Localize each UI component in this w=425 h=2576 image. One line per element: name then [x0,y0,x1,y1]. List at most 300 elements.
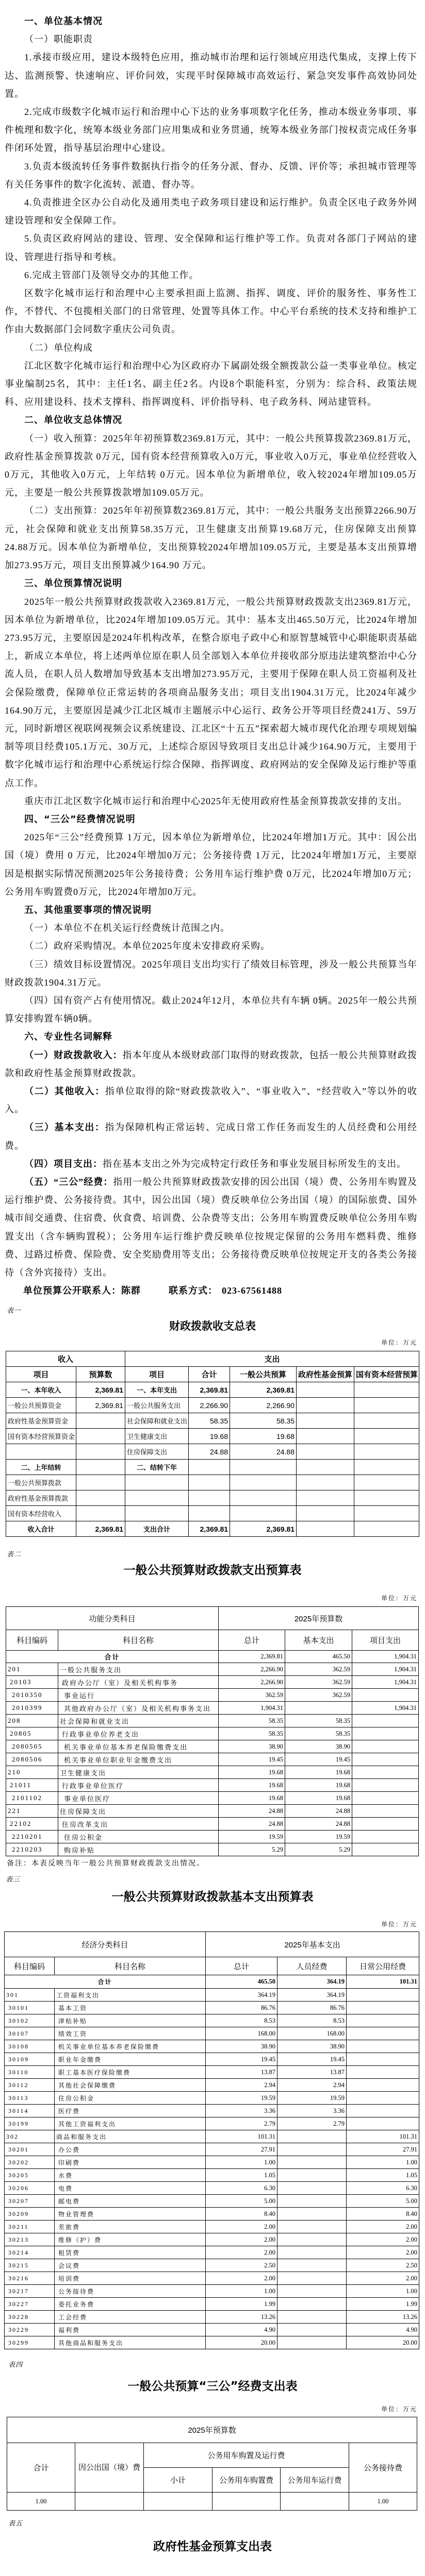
expense-gov-fund-cell [297,1506,354,1521]
name-cell: 一般公共服务支出 [58,1663,219,1676]
public-cell: 1.00 [347,2285,419,2298]
name-cell: 工会经费 [55,2311,206,2324]
total-cell: 5.29 [219,1843,285,1856]
expense-state-capital-cell [354,1382,419,1398]
expense-item-cell: 住房保障支出 [125,1444,189,1460]
total-cell: 19.45 [206,2053,277,2066]
code-cell: 20103 [6,1676,58,1689]
expense-item-cell: 一般公共服务支出 [125,1398,189,1413]
code-cell: 30229 [5,2324,55,2336]
project-cell [352,1715,419,1727]
table-number-label: 表四 [8,2361,23,2368]
paragraph: 2.完成市级数字化城市运行和治理中心下达的业务事项数字化任务，推动本级业务事项、事件梳理和数字化，统筹本级业务部门应用集成和业务贯通，统筹本级业务部门按权责完成任务事件闭环处置，指导基层治理中心建设。 [5,107,417,154]
total-cell: 2,369.81 [219,1651,285,1663]
table-body [6,1663,419,1856]
paragraph: （二）支出预算：2025年年初预算数2369.81万元，其中：一般公共服务支出预算2266.90万元，社会保障和就业支出预算58.35万元，卫生健康支出预算19.68万元，住房保障支出预算24.88万元。因本单位为新增单位，支出预算较2024年增加109.05万元，主要是基本支出预算增加273.95万元，项目支出预算减少164.90 万元。 [5,505,417,571]
name-cell: 住房公积金 [55,2092,206,2105]
code-cell: 22102 [6,1818,58,1831]
contact-person: 单位预算公开联系人：陈群 [23,1285,141,1296]
total-cell: 2.50 [206,2259,277,2272]
code-cell: 302 [5,2130,55,2143]
name-cell: 委托业务费 [55,2298,206,2311]
code-cell: 30108 [5,2040,55,2053]
term-definition [5,1082,417,1118]
expense-general-budget-cell [230,1506,297,1521]
income-item-cell: 一、本年收入 [6,1382,76,1398]
header-row [6,1630,419,1651]
header-row [7,2443,417,2468]
basic-cell: 24.88 [285,1805,352,1818]
table-row [6,1689,419,1702]
table-row [6,1715,419,1727]
personnel-cell: 19.45 [277,2053,347,2066]
name-cell: 社会保障和就业支出 [58,1715,219,1727]
paragraph: （四）国有资产占有使用情况。截止2024年12月，本单位共有车辆 0辆。2025年一般公共预算安排购置车辆0辆。 [5,995,417,1024]
paragraph: 1.承接市级应用，建设本级特色应用，推动城市治理和运行领域应用迭代集成，支撑上传下达、监测预警、快速响应、评价问效，实现平时保障城市高效运行、紧急突发事件高效协同处置。 [5,52,417,99]
public-cell: 2.00 [347,2272,419,2285]
total-cell: 4.90 [206,2324,277,2336]
total-label: 合计 [6,1651,219,1663]
expense-state-capital-cell [354,1413,419,1429]
personnel-cell [277,2259,347,2272]
personnel-cell [277,2182,347,2195]
table-number-label: 表三 [6,1875,21,1883]
total-cell: 2.00 [206,2221,277,2233]
total-cell: 38.90 [206,2040,277,2053]
public-cell: 27.91 [347,2143,419,2156]
table-row [6,1460,419,1475]
total-cell: 101.31 [206,2130,277,2143]
total-cell: 13.87 [206,2066,277,2079]
budget-year-header: 2025年预算数 [219,1607,419,1630]
column-header: 总计 [219,1630,285,1651]
budget-year-header: 2025年预算数 [7,2417,417,2443]
name-cell: 医疗费 [55,2105,206,2117]
table-row [6,1831,419,1843]
public-cell [347,2053,419,2066]
column-header: 项目支出 [352,1630,419,1651]
expense-gov-fund-cell [297,1490,354,1506]
code-cell: 2080506 [6,1753,58,1766]
total-cell: 364.19 [206,1989,277,2002]
name-cell: 差旅费 [55,2221,206,2233]
table-row [5,2324,419,2336]
table-row [6,1792,419,1805]
personnel-cell: 364.19 [277,1989,347,2002]
public-cell: 2.00 [347,2221,419,2233]
income-item-cell: 二、上年结转 [6,1460,76,1475]
header-row [7,2417,417,2443]
public-cell: 8.40 [347,2208,419,2221]
table-row [6,1398,419,1413]
basic-cell: 362.59 [285,1689,352,1702]
total-cell: 2.79 [206,2117,277,2130]
expense-gov-fund-cell [297,1475,354,1490]
code-cell: 30114 [5,2105,55,2117]
personnel-cell: 364.19 [277,1975,347,1989]
name-cell: 会议费 [55,2259,206,2272]
table-row [6,1490,419,1506]
expense-general-budget-cell: 24.88 [230,1444,297,1460]
name-cell: 住房保障支出 [58,1805,219,1818]
table-row [6,1805,419,1818]
unit-label: 单位：万元 [381,1921,417,1928]
column-header: 国有资本经营预算 [354,1367,419,1382]
term-definition [5,1046,417,1082]
total-cell: 2.94 [206,2079,277,2092]
table-row [5,2272,419,2285]
code-cell: 21011 [6,1779,58,1792]
income-item-cell: 一般公共预算资金 [6,1398,76,1413]
expense-total-cell [189,1490,230,1506]
public-cell [347,2014,419,2027]
personnel-cell [277,2156,347,2169]
personnel-cell: 2.94 [277,2079,347,2092]
table-row [5,2311,419,2324]
term-label: （三）基本支出： [24,1122,105,1133]
code-cell: 2010350 [6,1689,58,1702]
expense-total-cell: 19.68 [189,1429,230,1444]
total-cell: 58.35 [219,1715,285,1727]
total-cell: 19.59 [219,1831,285,1843]
table-header [7,2417,417,2493]
expense-gov-fund-cell [297,1382,354,1398]
public-cell: 4.90 [347,2324,419,2336]
column-header: 预算数 [76,1367,125,1382]
project-cell [352,1766,419,1779]
personnel-cell [277,2143,347,2156]
column-header: 人员经费 [277,1957,347,1975]
paragraph: 2025年“三公”经费预算 1万元，因本单位为新增单位，比2024年增加1万元。其中：因公出国（境）费用 0 万元，比2024年增加0万元；公务接待费 1万元，比2024年增加1万元，主要原因是根据实际情况预测2025年公务接待费；公务用车运行维护费 0万元，比2024年增加0万元；公务用车购置费0万元，比2024年增加0万元。 [5,832,417,897]
table-row [5,2130,419,2143]
name-cell: 行政事业单位养老支出 [58,1727,219,1740]
basic-cell: 362.59 [285,1676,352,1689]
paragraph: 江北区数字化城市运行和治理中心为区政府办下属副处级全额拨款公益一类事业单位。核定事业编制25名，其中：主任1名、副主任2名。内设8个职能科室，分别为：综合科、政策法规科、应用建设科、技术支撑科、指挥调度科、评价指导科、电子政务科、网站建管科。 [5,360,417,408]
income-item-cell: 国有资本经营预算资金 [6,1429,76,1444]
table-body [5,1989,419,2349]
code-cell: 30213 [5,2233,55,2246]
table-row [6,1506,419,1521]
functional-classification-header: 功能分类科目 [6,1607,219,1630]
column-header: 总计 [206,1957,277,1975]
total-cell: 24.88 [219,1805,285,1818]
personnel-cell [277,2298,347,2311]
section-heading: 三、单位预算情况说明 [24,578,122,589]
economic-classification-header: 经济分类科目 [5,1932,206,1957]
section-heading: 四、“三公”经费情况说明 [24,814,136,825]
total-label: 合计 [5,1975,206,1989]
code-cell: 30216 [5,2272,55,2285]
code-cell: 201 [6,1663,58,1676]
project-cell: 1,904.31 [352,1702,419,1715]
project-cell [352,1727,419,1740]
table-row [5,2285,419,2298]
expense-group-header: 支出 [125,1351,419,1367]
code-cell: 30214 [5,2246,55,2259]
name-cell: 政府办公厅（室）及相关机构事务 [58,1676,219,1689]
total-cell: 24.88 [219,1818,285,1831]
code-cell: 30101 [5,2002,55,2014]
public-cell: 1.05 [347,2169,419,2182]
name-cell: 其他社会保障缴费 [55,2079,206,2092]
code-cell: 30217 [5,2285,55,2298]
personnel-cell [277,2221,347,2233]
expense-total-cell: 24.88 [189,1444,230,1460]
fiscal-appropriation-summary-table [6,1351,419,1537]
personnel-cell: 38.90 [277,2040,347,2053]
personnel-cell [277,2208,347,2221]
section-heading: 二、单位收支总体情况 [24,415,122,426]
total-cell: 2.00 [206,2233,277,2246]
total-cell: 3.36 [206,2105,277,2117]
column-header: 科目编码 [5,1957,55,1975]
header-row [6,1367,419,1382]
public-cell [347,2092,419,2105]
name-cell: 公务接待费 [55,2285,206,2298]
vehicle-operation-header: 公务用车运行费 [281,2468,349,2493]
personnel-cell [277,2233,347,2246]
public-cell [347,2027,419,2040]
code-cell: 30211 [5,2221,55,2233]
column-header: 合计 [189,1367,230,1382]
basic-cell: 19.68 [285,1766,352,1779]
paragraph: 4.负责推进全区办公自动化及通用类电子政务项目建设和运行维护。负责全区电子政务外网建设管理和安全保障工作。 [5,197,417,226]
paragraph: 3.负责本级流转任务事件数据执行指令的任务分派、督办、反馈、评价等；承担城市管理等有关任务事件的数字化流转、派遣、督办等。 [5,161,417,190]
code-cell: 301 [5,1989,55,2002]
basic-cell: 38.90 [285,1740,352,1753]
column-header: 项目 [6,1367,76,1382]
vehicle-purchase-header: 公务用车购置费 [213,2468,281,2493]
table-row [6,1740,419,1753]
table-row [5,2156,419,2169]
name-cell: 购房补贴 [58,1843,219,1856]
table-number-label: 表一 [7,1307,22,1314]
term-label: （四）项目支出： [24,1158,103,1169]
paragraph: 6.完成主管部门及领导交办的其他工作。 [24,269,199,280]
code-cell: 30206 [5,2182,55,2195]
table-row [5,2298,419,2311]
table-row [5,2143,419,2156]
table-row [5,2066,419,2079]
paragraph: （一）本单位不在机关运行经费统计范围之内。 [24,923,230,934]
contact-phone-number: 023-67561488 [222,1285,282,1296]
table-row [6,1444,419,1460]
subsection-heading: （二）单位构成 [24,342,93,353]
expense-gov-fund-cell [297,1460,354,1475]
project-cell [352,1818,419,1831]
code-cell: 221 [6,1805,58,1818]
table-number-label: 表五 [8,2519,23,2527]
name-cell: 住房改革支出 [58,1818,219,1831]
term-definition [5,1155,417,1173]
paragraph: （二）政府采购情况。本单位2025年度未安排政府采购。 [24,941,270,952]
column-header: 项目 [125,1367,189,1382]
table-row [5,2002,419,2014]
basic-cell: 465.50 [285,1651,352,1663]
income-amount-cell: 2,369.81 [76,1398,125,1413]
total-cell: 465.50 [206,1975,277,1989]
table-row [6,1779,419,1792]
name-cell: 电费 [55,2182,206,2195]
name-cell: 绩效工资 [55,2027,206,2040]
total-cell: 19.68 [219,1766,285,1779]
expense-general-budget-cell: 2,369.81 [230,1382,297,1398]
personnel-cell [277,2285,347,2298]
basic-cell: 5.29 [285,1843,352,1856]
table-row [5,2105,419,2117]
public-cell [347,2079,419,2092]
total-row [6,1651,419,1663]
total-cell: 1.99 [206,2298,277,2311]
expense-state-capital-cell [354,1398,419,1413]
expense-total-cell [189,1475,230,1490]
expense-general-budget-cell: 19.68 [230,1429,297,1444]
term-label: （一）财政拨款收入： [24,1049,123,1060]
name-cell: 卫生健康支出 [58,1766,219,1779]
expense-item-cell: 卫生健康支出 [125,1429,189,1444]
public-cell [347,2040,419,2053]
table-title: 政府性基金预算支出表 [153,2540,272,2553]
table-row [5,2195,419,2208]
public-cell [347,1989,419,2002]
expense-state-capital-cell [354,1444,419,1460]
overseas-cell [75,2493,144,2511]
total-cell: 19.59 [206,2092,277,2105]
name-cell: 印刷费 [55,2156,206,2169]
section-heading: 一、单位基本情况 [24,16,103,27]
unit-label: 单位：万元 [381,2405,417,2413]
personnel-cell: 3.36 [277,2105,347,2117]
name-cell: 事业单位医疗 [58,1792,219,1805]
personnel-cell: 8.53 [277,2014,347,2027]
basic-cell: 362.59 [285,1663,352,1676]
table-row [5,2014,419,2027]
project-cell [352,1805,419,1818]
total-cell: 20.00 [206,2336,277,2349]
expense-state-capital-cell [354,1460,419,1475]
code-cell: 30201 [5,2143,55,2156]
income-item-cell: 收入合计 [6,1521,76,1537]
paragraph: （一）收入预算：2025年年初预算数2369.81万元，其中：一般公共预算拨款2369.81万元，政府性基金预算拨款 0万元，国有资本经营预算收入0万元，事业收入0万元，事业单位经营收入0万元，其他收入0万元，上年结转 0万元。因本单位为新增单位，收入较2024年增加109.05万元，主要是一般公共预算拨款增加109.05万元。 [5,433,417,498]
column-header: 科目名称 [58,1630,219,1651]
name-cell: 维修（护）费 [55,2233,206,2246]
project-cell [352,1689,419,1702]
project-cell [352,1779,419,1792]
basic-cell: 19.68 [285,1779,352,1792]
code-cell: 30205 [5,2169,55,2182]
code-cell: 30112 [5,2079,55,2092]
table-title: 一般公共预算财政拨款基本支出预算表 [111,1890,314,1904]
code-cell: 2210203 [6,1843,58,1856]
basic-cell: 19.59 [285,1831,352,1843]
personnel-cell [277,2169,347,2182]
income-amount-cell [76,1460,125,1475]
table-row [5,2092,419,2105]
expense-gov-fund-cell [297,1521,354,1537]
reception-cell: 1.00 [349,2493,417,2511]
personnel-cell [277,2311,347,2324]
total-cell: 1.00 [206,2156,277,2169]
table-row [5,2040,419,2053]
table-row [5,2117,419,2130]
contact-phone-label: 联系方式： [169,1285,218,1296]
expense-state-capital-cell [354,1429,419,1444]
personnel-cell: 13.87 [277,2066,347,2079]
total-cell: 19.68 [219,1792,285,1805]
vehicle-subtotal-cell [144,2493,213,2511]
personnel-cell [277,2195,347,2208]
total-cell: 6.30 [206,2182,277,2195]
personnel-cell: 19.59 [277,2092,347,2105]
personnel-cell: 2.79 [277,2117,347,2130]
public-cell: 2.00 [347,2246,419,2259]
code-cell: 208 [6,1715,58,1727]
total-cell: 1,904.31 [219,1702,285,1715]
income-amount-cell: 2,369.81 [76,1382,125,1398]
table-total [6,1651,419,1663]
total-cell: 8.40 [206,2208,277,2221]
name-cell: 办公费 [55,2143,206,2156]
column-header: 一般公共预算 [230,1367,297,1382]
project-cell: 1,904.31 [352,1676,419,1689]
expense-state-capital-cell [354,1521,419,1537]
table-row [5,2169,419,2182]
personnel-cell [277,2336,347,2349]
code-cell: 30299 [5,2336,55,2349]
public-cell: 2.00 [347,2233,419,2246]
code-cell: 2210201 [6,1831,58,1843]
table-row [6,1818,419,1831]
name-cell: 其他商品和服务支出 [55,2336,206,2349]
total-cell: 362.59 [219,1689,285,1702]
total-cell: 86.76 [206,2002,277,2014]
column-header: 政府性基金预算 [297,1367,354,1382]
name-cell: 机关事业单位基本养老保险缴费 [55,2040,206,2053]
name-cell: 事业运行 [58,1689,219,1702]
name-cell: 行政事业单位医疗 [58,1779,219,1792]
column-header: 科目名称 [55,1957,206,1975]
income-group-header: 收入 [6,1351,125,1367]
table-row [5,1989,419,2002]
table-row [6,1521,419,1537]
table-row [5,2053,419,2066]
code-cell: 30228 [5,2311,55,2324]
code-cell: 30207 [5,2195,55,2208]
table-row [6,1382,419,1398]
code-cell: 2010399 [6,1702,58,1715]
total-row [5,1975,419,1989]
name-cell: 机关事业单位基本养老保险缴费支出 [58,1740,219,1753]
term-definition [5,1118,417,1155]
table-row [5,2079,419,2092]
income-amount-cell [76,1413,125,1429]
overseas-travel-header: 因公出国（境）费 [75,2443,144,2493]
expense-gov-fund-cell [297,1429,354,1444]
table-total [5,1975,419,1989]
table-note: 备注：本表反映当年一般公共预算财政拨款支出情况。 [7,1860,205,1868]
table-row [5,2246,419,2259]
expense-total-cell: 2,369.81 [189,1382,230,1398]
personnel-cell [277,2324,347,2336]
name-cell: 租赁费 [55,2246,206,2259]
table-row [6,1413,419,1429]
table-title: 一般公共预算财政拨款支出预算表 [123,1564,302,1577]
table-header [5,1932,419,1975]
table-row [6,1663,419,1676]
name-cell: 水费 [55,2169,206,2182]
income-amount-cell [76,1429,125,1444]
total-cell: 2.00 [206,2272,277,2285]
